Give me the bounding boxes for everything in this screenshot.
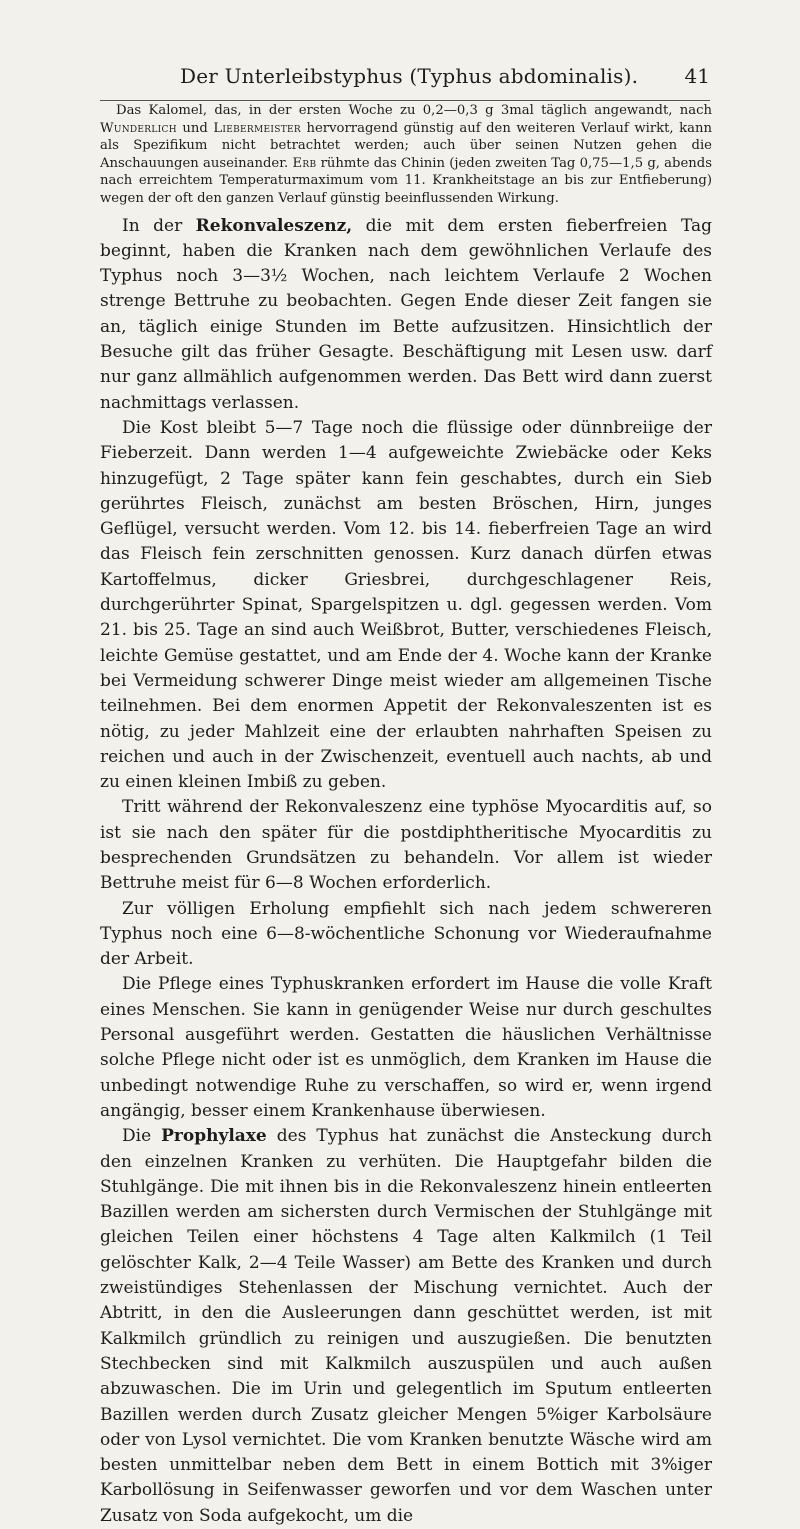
paragraph-rekonvaleszenz: In der Rekonvaleszenz, die mit dem ersten fieberfreien Tag beginnt, haben die Kranken nach dem gewöhnlichen Verlaufe des Typhus noch 3—3½ Wochen, nach leichtem Verlaufe 2 Wochen strenge Bettruhe zu beobachten. Gegen Ende dieser Zeit fangen sie an, täglich einige Stunden im Bette aufzusitzen. Hinsichtlich der Besuche gilt das früher Gesagte. Beschäftigung mit Lesen usw. darf nur ganz allmählich aufgenommen werden. Das Bett wird dann zuerst nachmittags verlassen. — [100, 215, 712, 413]
page-number: 41 — [684, 64, 710, 88]
page-body — [100, 102, 712, 1529]
author-name: Erb — [292, 155, 317, 171]
keyword-prophylaxe: Prophylaxe — [161, 1126, 267, 1147]
main-text — [100, 214, 712, 1529]
running-title: Der Unterleibstyphus (Typhus abdominalis). — [180, 64, 639, 88]
paragraph-pflege: Die Pflege eines Typhuskranken erfordert im Hause die volle Kraft eines Menschen. Sie kann in genügender Weise nur durch geschultes Personal ausgeführt werden. Gestatten die häuslichen Verhältnisse solche Pflege nicht oder ist es unmöglich, dem Kranken im Hause die unbedingt notwendige Ruhe zu verschaffen, so wird er, wenn irgend angängig, besser einem Krankenhause überwiesen. — [100, 974, 712, 1121]
author-name: Wunderlich — [100, 120, 177, 136]
keyword-rekonvaleszenz: Rekonvaleszenz, — [195, 215, 353, 236]
paragraph-erholung: Zur völligen Erholung empfiehlt sich nach jedem schwereren Typhus noch eine 6—8-wöchentliche Schonung vor Wiederaufnahme der Arbeit. — [100, 898, 712, 970]
paragraph-kost: Die Kost bleibt 5—7 Tage noch die flüssige oder dünnbreiige der Fieberzeit. Dann werden 1—4 aufgeweichte Zwiebäcke oder Keks hinzugefügt, 2 Tage später kann fein geschabtes, durch ein Sieb gerührtes Fleisch, zunächst am besten Bröschen, Hirn, junges Geflügel, versucht werden. Vom 12. bis 14. fieberfreien Tage an wird das Fleisch fein zerschnitten genossen. Kurz danach dürfen etwas Kartoffelmus, dicker Griesbrei, durchgeschlagener Reis, durchgerührter Spinat, Spargelspitzen u. dgl. gegessen werden. Vom 21. bis 25. Tage an sind auch Weißbrot, Butter, verschiedenes Fleisch, leichte Gemüse gestattet, und am Ende der 4. Woche kann der Kranke bei Vermeidung schwerer Dinge meist wieder am allgemeinen Tische teilnehmen. Bei dem enormen Appetit der Rekonvaleszenten ist es nötig, zu jeder Mahlzeit eine der erlaubten nahrhaften Speisen zu reichen und auch in der Zwischenzeit, eventuell auch nachts, ab und zu einen kleinen Imbiß zu geben. — [100, 417, 712, 793]
author-name: Liebermeister — [213, 120, 301, 136]
small-print-note: Das Kalomel, das, in der ersten Woche zu 0,2—0,3 g 3mal täglich angewandt, nach Wunderlich und Liebermeister hervorragend günstig auf den weiteren Verlauf wirkt, kann als Spezifikum nicht betrachtet werden; auch über seinen Nutzen gehen die Anschauungen auseinander. Erb rühmte das Chinin (jeden zweiten Tag 0,75—1,5 g, abends nach erreichtem Temperaturmaximum vom 11. Krankheitstage an bis zur Entfieberung) wegen der oft den ganzen Verlauf günstig beeinflussenden Wirkung. — [100, 103, 712, 206]
paragraph-prophylaxe: Die Prophylaxe des Typhus hat zunächst die Ansteckung durch den einzelnen Kranken zu verhüten. Die Hauptgefahr bilden die Stuhlgänge. Die mit ihnen bis in die Rekonvaleszenz hinein entleerten Bazillen werden am sichersten durch Vermischen der Stuhlgänge mit gleichen Teilen einer höchstens 4 Tage alten Kalkmilch (1 Teil gelöschter Kalk, 2—4 Teile Wasser) am Bette des Kranken und durch zweistündiges Stehenlassen der Mischung vernichtet. Auch der Abtritt, in den die Ausleerungen dann geschüttet werden, ist mit Kalkmilch gründlich zu reinigen und auszugießen. Die benutzten Stechbecken sind mit Kalkmilch auszuspülen und auch außen abzuwaschen. Die im Urin und gelegentlich im Sputum entleerten Bazillen werden durch Zusatz gleicher Mengen 5%iger Karbolsäure oder von Lysol vernichtet. Die vom Kranken benutzte Wäsche wird am besten unmittelbar neben dem Bett in einem Bottich mit 3%iger Karbollösung in Seifenwasser geworfen und vor dem Waschen unter Zusatz von Soda aufgekocht, um die — [100, 1126, 713, 1526]
paragraph-myocarditis: Tritt während der Rekonvaleszenz eine typhöse Myocarditis auf, so ist sie nach den später für die postdiphtheritische Myocarditis zu besprechenden Grundsätzen zu behandeln. Vor allem ist wieder Bettruhe meist für 6—8 Wochen erforderlich. — [100, 797, 712, 894]
running-header — [100, 60, 710, 101]
